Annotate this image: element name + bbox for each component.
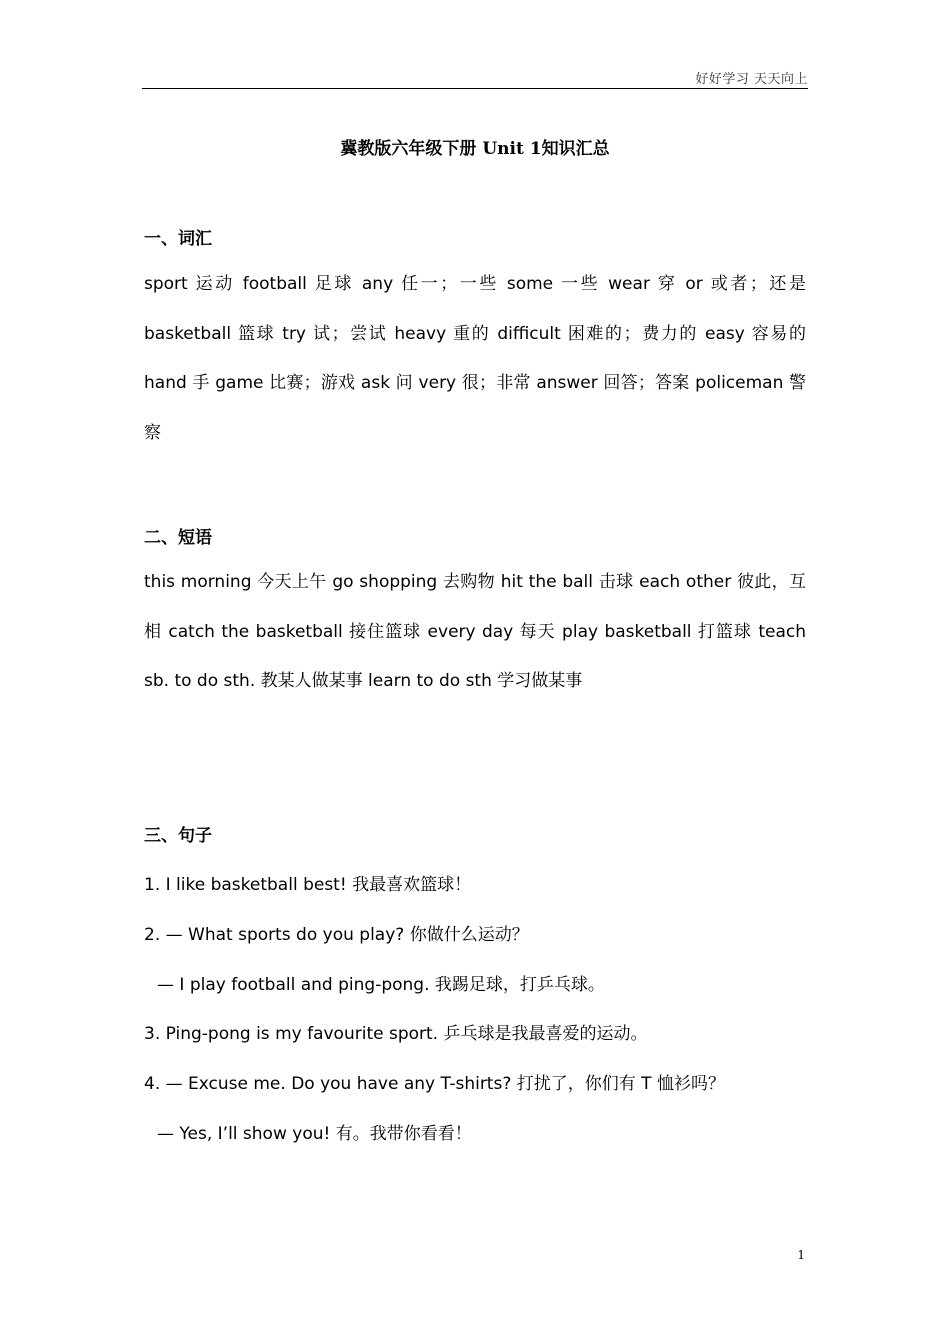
page-number: 1 (797, 1248, 805, 1262)
section-heading-sentences: 三、句子 (144, 826, 212, 846)
header-motto: 好好学习 天天向上 (695, 72, 808, 87)
section-heading-phrases: 二、短语 (144, 528, 212, 548)
sentence-item: 1. I like basketball best! 我最喜欢篮球！ (144, 875, 472, 895)
sentence-item: 2. — What sports do you play? 你做什么运动？ (144, 925, 529, 945)
phrases-paragraph: this morning 今天上午 go shopping 去购物 hit the ball 击球 each other 彼此，互相 catch the basketball 接住篮球 every day 每天 play basketball 打篮球 teach sb. to do sth. 教某人做某事 learn to do sth 学习做某事 (144, 572, 806, 692)
sentence-item: 4. — Excuse me. Do you have any T-shirts? 打扰了，你们有 T 恤衫吗？ (144, 1074, 725, 1094)
document-title: 冀教版六年级下册 Unit 1知识汇总 (340, 139, 610, 159)
sentence-item: — Yes, I’ll show you! 有。我带你看看！ (157, 1124, 472, 1144)
sentence-item: — I play football and ping-pong. 我踢足球，打乒乓球。 (157, 975, 605, 995)
vocabulary-paragraph: sport 运动 football 足球 any 任一；一些 some 一些 wear 穿 or 或者；还是 basketball 篮球 try 试；尝试 heavy 重的 difficult 困难的；费力的 easy 容易的 hand 手 game 比赛；游戏 ask 问 very 很；非常 answer 回答；答案 policeman 警察 (144, 274, 806, 444)
header-divider (142, 88, 808, 89)
sentence-item: 3. Ping-pong is my favourite sport. 乒乓球是我最喜爱的运动。 (144, 1024, 648, 1044)
section-heading-vocabulary: 一、词汇 (144, 229, 212, 249)
